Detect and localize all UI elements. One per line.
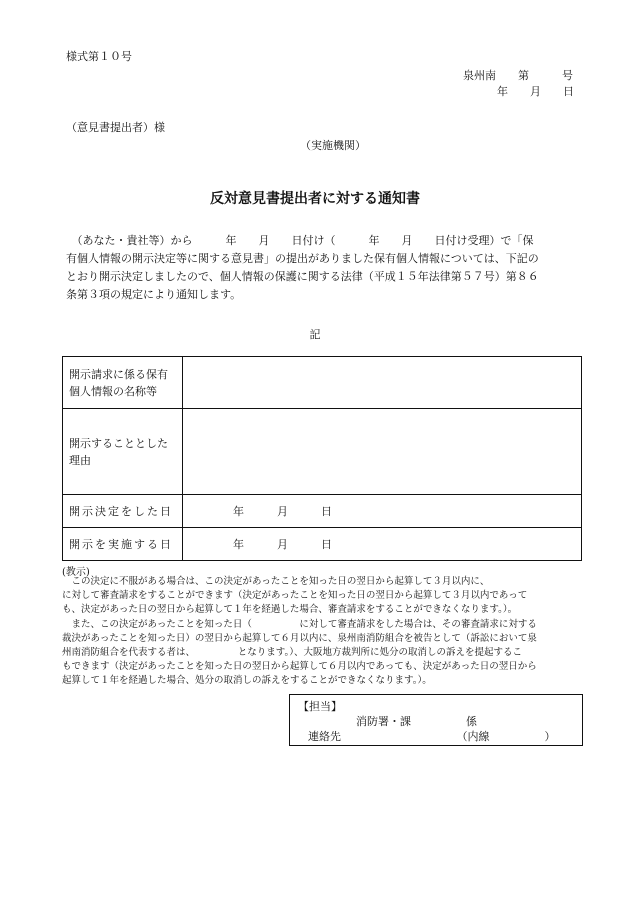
notice-line: また、この決定があったことを知った日（ に対して審査請求をした場合は、その審査請求に対する <box>62 618 537 630</box>
body-line: 条第３項の規定により通知します。 <box>66 288 242 301</box>
document-title: 反対意見書提出者に対する通知書 <box>210 191 420 207</box>
contact-box <box>289 694 583 746</box>
table-row <box>63 357 582 409</box>
recipient-name: （意見書提出者）様 <box>66 121 165 134</box>
notice-label: (教示) <box>62 567 90 578</box>
document-date: 年 月 日 <box>497 85 574 98</box>
body-paragraph <box>66 232 586 304</box>
notice-line: もできます（決定があったことを知った日の翌日から起算して６月以内であっても、決定があった日の翌日から <box>62 661 537 673</box>
form-number: 様式第１０号 <box>66 50 132 63</box>
disclosure-reason-value <box>183 409 582 495</box>
decision-date-label: 開示決定をした日 <box>63 495 183 528</box>
info-name-label: 開示請求に係る保有 個人情報の名称等 <box>63 357 183 409</box>
table-row <box>63 528 582 561</box>
ki-section-label: 記 <box>309 328 321 341</box>
info-name-value <box>183 357 582 409</box>
document-number: 泉州南 第 号 <box>463 69 573 82</box>
notice-paragraph <box>62 575 584 689</box>
disclosure-info-table <box>62 356 582 561</box>
contact-department: 消防署・課 係 <box>356 715 477 728</box>
disclosure-reason-label: 開示することとした 理由 <box>63 409 183 495</box>
notice-line: に対して審査請求をすることができます（決定があったことを知った日の翌日から起算して３月以内であって <box>62 590 528 602</box>
contact-title: 【担当】 <box>298 700 342 713</box>
issuing-agency: （実施機関） <box>300 139 366 152</box>
body-line: （あなた・貴社等）から 年 月 日付け（ 年 月 日付け受理）で「保 <box>66 234 534 247</box>
decision-date-value: 年 月 日 <box>183 495 582 528</box>
implementation-date-value: 年 月 日 <box>183 528 582 561</box>
notice-line: 裁決があったことを知った日）の翌日から起算して６月以内に、泉州南消防組合を被告として（訴訟において泉 <box>62 632 537 644</box>
notice-line: 州南消防組合を代表する者は、 となります。）、大阪地方裁判所に処分の取消しの訴えを提起するこ <box>62 647 522 659</box>
contact-phone: 連絡先 （内線 ） <box>308 730 556 743</box>
table-row <box>63 409 582 495</box>
notice-line: 起算して１年を経過した場合、処分の取消しの訴えをすることができなくなります。）。 <box>62 675 432 687</box>
body-line: とおり開示決定しましたので、個人情報の保護に関する法律（平成１５年法律第５７号）第８６ <box>66 270 539 283</box>
table-row <box>63 495 582 528</box>
notice-line: この決定に不服がある場合は、この決定があったことを知った日の翌日から起算して３月以内に、 <box>62 576 490 587</box>
implementation-date-label: 開示を実施する日 <box>63 528 183 561</box>
body-line: 有個人情報の開示決定等に関する意見書」の提出がありました保有個人情報については、下記の <box>66 252 539 265</box>
notice-line: も、決定があった日の翌日から起算して１年を経過した場合、審査請求をすることができなくなります。）。 <box>62 604 518 616</box>
